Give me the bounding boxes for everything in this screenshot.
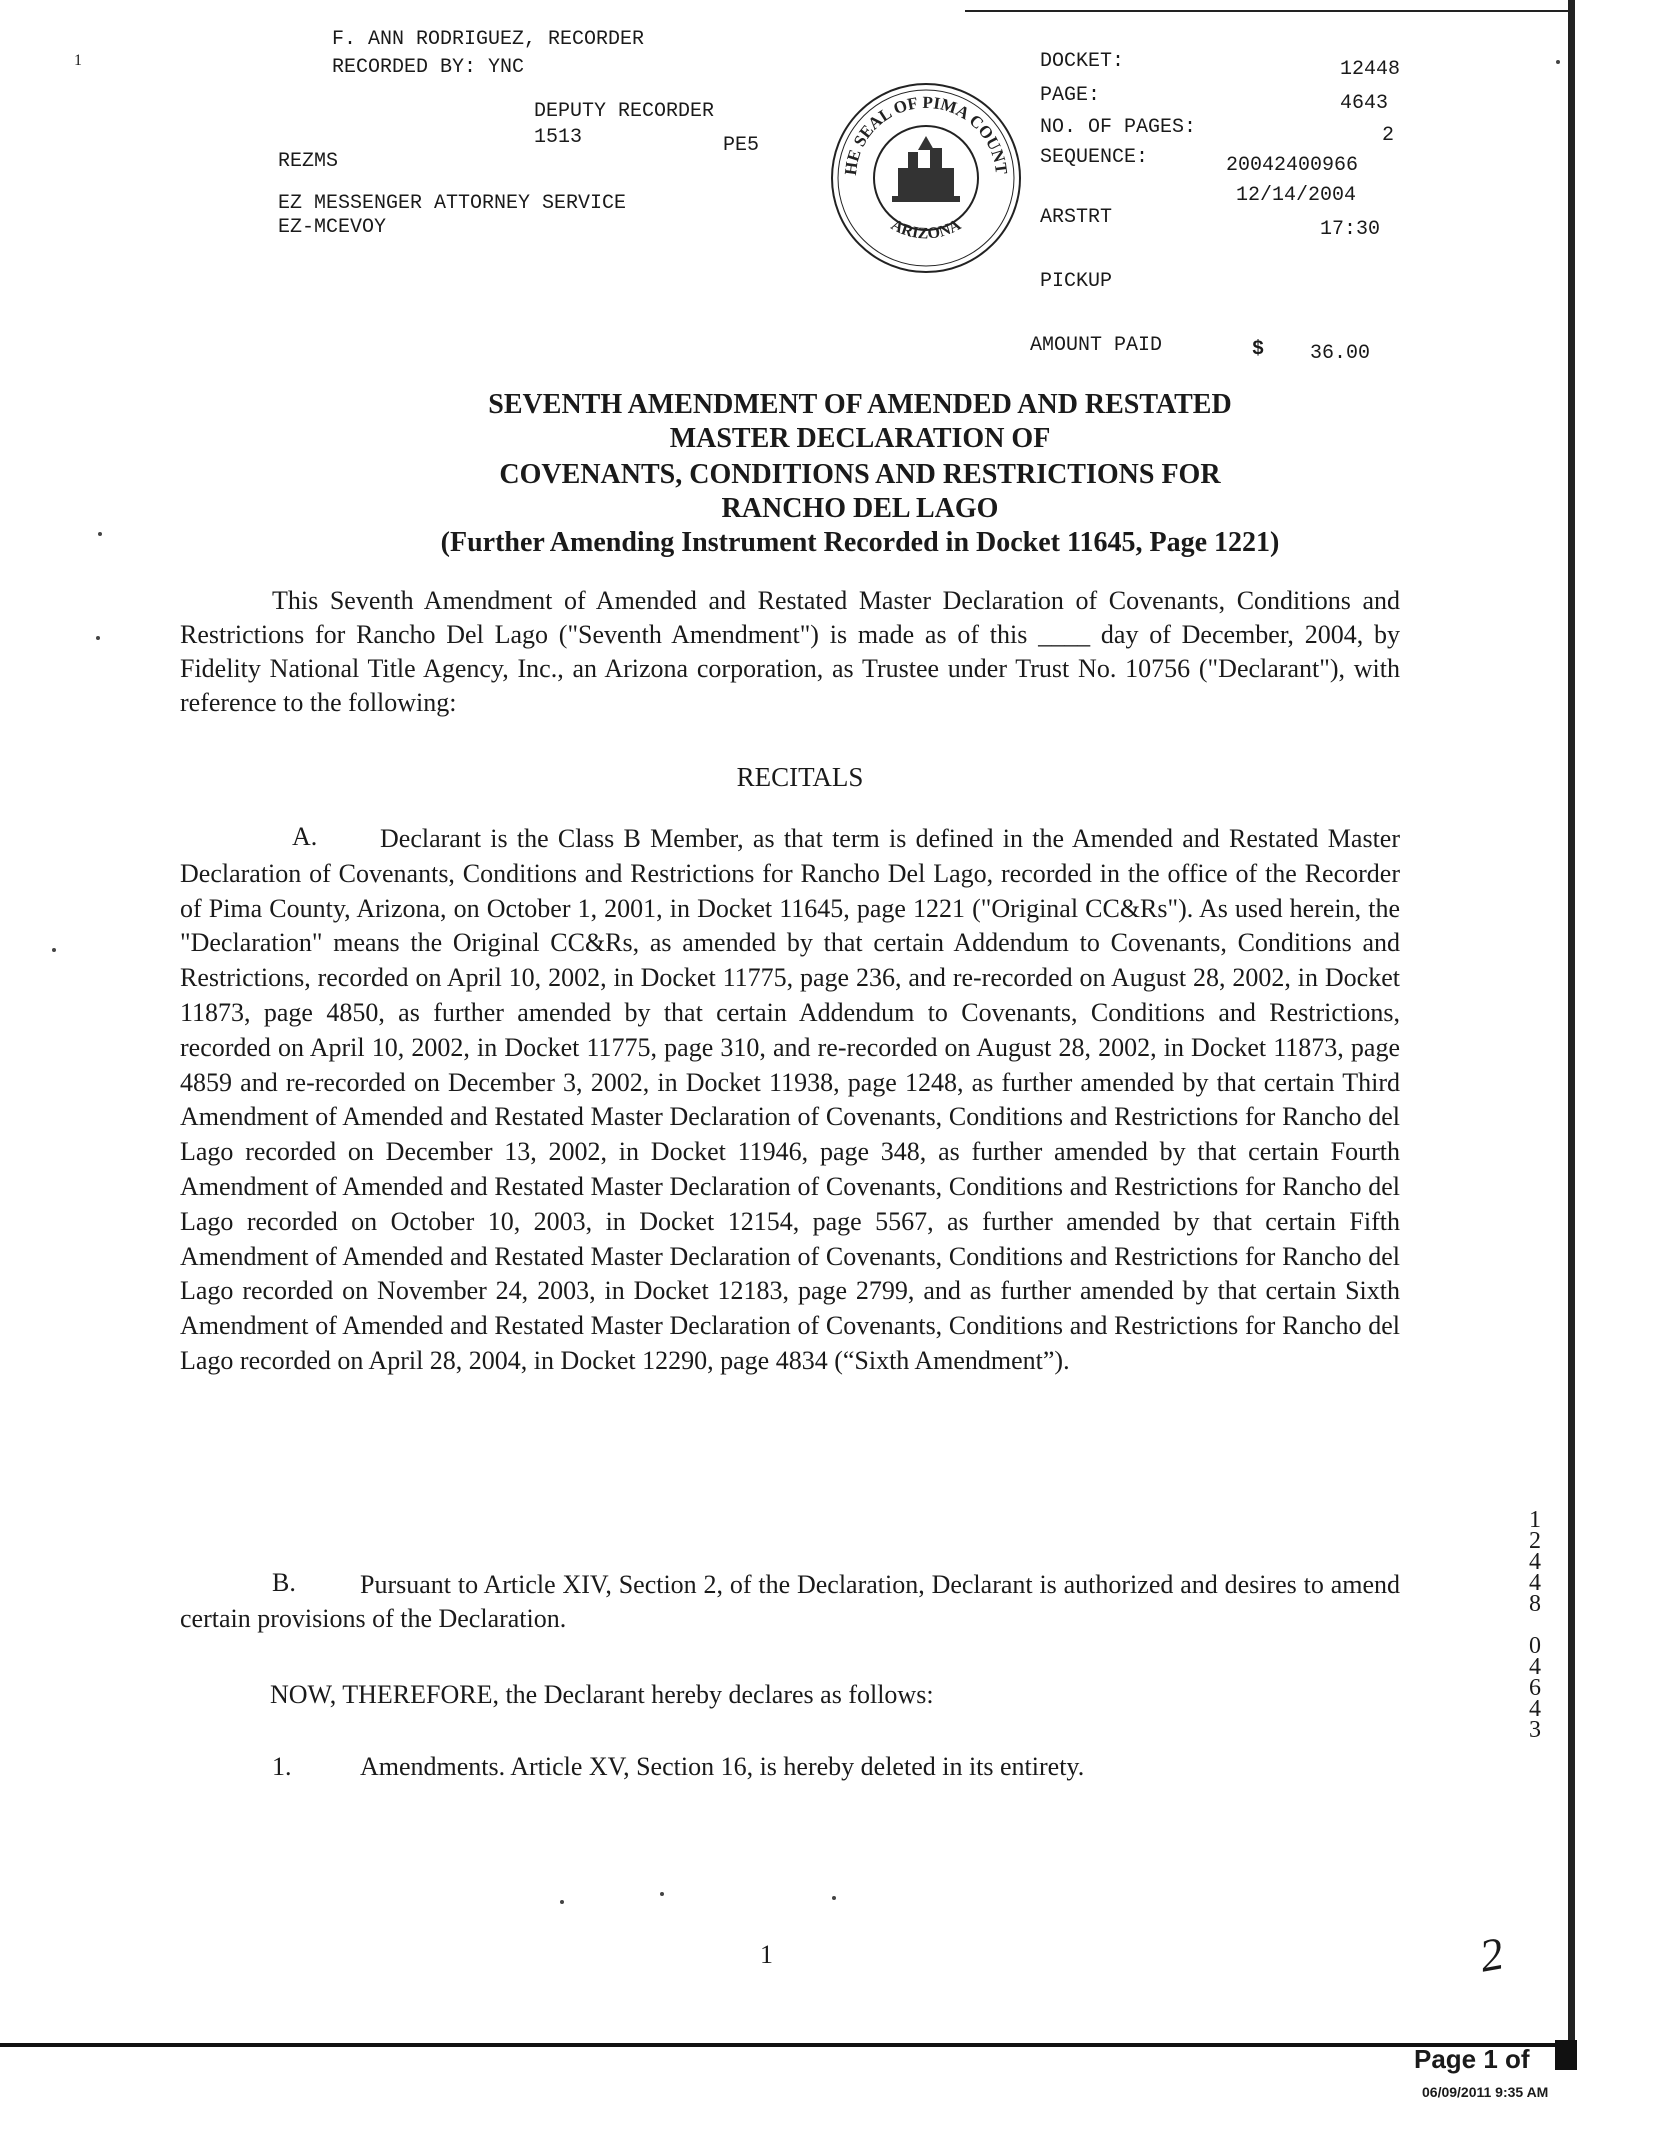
scan-speck: [98, 532, 102, 536]
deputy-code: PE5: [723, 134, 760, 157]
footer-page-label: Page 1 of: [1414, 2044, 1530, 2074]
side-stamp-char: 4: [1529, 1570, 1541, 1596]
side-stamp-char: 1: [1529, 1507, 1541, 1533]
right-scan-border: [1568, 0, 1575, 2060]
item-1-label: 1.: [272, 1752, 292, 1781]
amount-value: 36.00: [1310, 342, 1371, 365]
scan-speck: [96, 636, 100, 640]
side-stamp-char: 3: [1529, 1717, 1541, 1743]
recitals-heading: RECITALS: [736, 762, 864, 792]
scan-speck: [52, 948, 56, 952]
svg-text:ARIZONA: ARIZONA: [888, 216, 964, 243]
recorded-by: RECORDED BY: YNC: [332, 56, 525, 79]
side-stamp-char: 4: [1529, 1654, 1541, 1680]
recital-b-label: B.: [272, 1568, 296, 1597]
messenger-service: EZ MESSENGER ATTORNEY SERVICE: [278, 192, 627, 215]
side-stamp-char: 6: [1529, 1675, 1541, 1701]
recital-b-paragraph: Pursuant to Article XIV, Section 2, of the Declaration, Declarant is authorized and desires to amend certain provisions of the Declaration.: [180, 1570, 1400, 1633]
side-docket-stamp: [1520, 1507, 1550, 1743]
sequence-label: SEQUENCE:: [1040, 146, 1149, 169]
recital-a-label: A.: [292, 822, 318, 851]
title-line-5: (Further Amending Instrument Recorded in Docket 11645, Page 1221): [440, 527, 1280, 558]
recorded-date: 12/14/2004: [1236, 184, 1357, 207]
page-number: 1: [760, 1940, 773, 1969]
footer-timestamp: 06/09/2011 9:35 AM: [1422, 2084, 1549, 2100]
item-1-text: Amendments. Article XV, Section 16, is hereby deleted in its entirety.: [360, 1752, 1085, 1781]
document-type: ARSTRT: [1040, 206, 1113, 229]
scan-speck: [660, 1892, 664, 1896]
messenger-contact: EZ-MCEVOY: [278, 216, 387, 239]
deputy-recorder: DEPUTY RECORDER: [534, 100, 715, 123]
docket-label: DOCKET:: [1040, 50, 1125, 73]
top-rule: [965, 10, 1575, 12]
title-line-2: MASTER DECLARATION OF: [669, 423, 1051, 454]
scan-speck: [1556, 60, 1560, 64]
side-stamp-char: 4: [1529, 1696, 1541, 1722]
title-line-4: RANCHO DEL LAGO: [721, 493, 999, 524]
sequence-value: 20042400966: [1226, 154, 1359, 177]
recorded-time: 17:30: [1320, 218, 1381, 241]
title-line-1: SEVENTH AMENDMENT OF AMENDED AND RESTATED: [488, 389, 1232, 420]
intro-paragraph: This Seventh Amendment of Amended and Restated Master Declaration of Covenants, Conditions and Restrictions for Rancho Del Lago ("Seventh Amendment") is made as of this ____ day of December, 2004, by Fidelity National Title Agency, Inc., an Arizona corporation, as Trustee under Trust No. 10756 ("Declarant"), with reference to the following:: [180, 586, 1400, 717]
scan-speck: [560, 1900, 564, 1904]
recorder-name: F. ANN RODRIGUEZ, RECORDER: [332, 28, 645, 51]
therefore-clause: NOW, THEREFORE, the Declarant hereby declares as follows:: [270, 1680, 934, 1709]
page-value: 4643: [1340, 92, 1389, 115]
bottom-corner-block: [1555, 2040, 1577, 2070]
pima-county-seal: [818, 60, 1018, 260]
deputy-number: 1513: [534, 126, 583, 149]
bottom-scan-border: [0, 2043, 1560, 2047]
pickup-label: PICKUP: [1040, 270, 1113, 293]
title-line-3: COVENANTS, CONDITIONS AND RESTRICTIONS FOR: [499, 459, 1221, 490]
docket-value: 12448: [1340, 58, 1401, 81]
pages-label: NO. OF PAGES:: [1040, 116, 1197, 139]
side-stamp-char: 8: [1529, 1591, 1541, 1617]
scan-speck: [832, 1896, 836, 1900]
side-stamp-char: 2: [1529, 1528, 1541, 1554]
handwritten-mark: 2: [1475, 1927, 1508, 1982]
side-stamp-char: 4: [1529, 1549, 1541, 1575]
amount-currency: $: [1252, 338, 1265, 361]
side-stamp-char: 0: [1529, 1633, 1541, 1659]
account-code: REZMS: [278, 150, 339, 173]
pages-value: 2: [1382, 124, 1395, 147]
svg-text:THE SEAL OF PIMA COUNTY: HE SEAL OF PIMA COUNT: [840, 92, 1012, 177]
recital-a-paragraph: Declarant is the Class B Member, as that term is defined in the Amended and Restated Master Declaration of Covenants, Conditions and Restrictions for Rancho Del Lago, recorded in the office of the Recorder of Pima County, Arizona, on October 1, 2001, in Docket 11645, page 1221 ("Original CC&Rs"). As used herein, the "Declaration" means the Original CC&Rs, as amended by that certain Addendum to Covenants, Conditions and Restrictions, recorded on April 10, 2002, in Docket 11775, page 236, and re-recorded on August 28, 2002, in Docket 11873, page 4850, as further amended by that certain Addendum to Covenants, Conditions and Restrictions, recorded on April 10, 2002, in Docket 11775, page 310, and re-recorded on August 28, 2002, in Docket 11873, page 4859 and re-recorded on December 3, 2002, in Docket 11938, page 1248, as further amended by that certain Third Amendment of Amended and Restated Master Declaration of Covenants, Conditions and Restrictions for Rancho del Lago recorded on December 13, 2002, in Docket 11946, page 348, as further amended by that certain Fourth Amendment of Amended and Restated Master Declaration of Covenants, Conditions and Restrictions for Rancho del Lago recorded on October 10, 2003, in Docket 12154, page 5567, as further amended by that certain Fifth Amendment of Amended and Restated Master Declaration of Covenants, Conditions and Restrictions for Rancho del Lago recorded on November 24, 2003, in Docket 12183, page 2799, and as further amended by that certain Sixth Amendment of Amended and Restated Master Declaration of Covenants, Conditions and Restrictions for Rancho del Lago recorded on April 28, 2004, in Docket 12290, page 4834 (“Sixth Amendment”).: [180, 824, 1400, 1375]
page-label: PAGE:: [1040, 84, 1101, 107]
amount-label: AMOUNT PAID: [1030, 334, 1163, 357]
margin-mark: 1: [74, 52, 82, 69]
